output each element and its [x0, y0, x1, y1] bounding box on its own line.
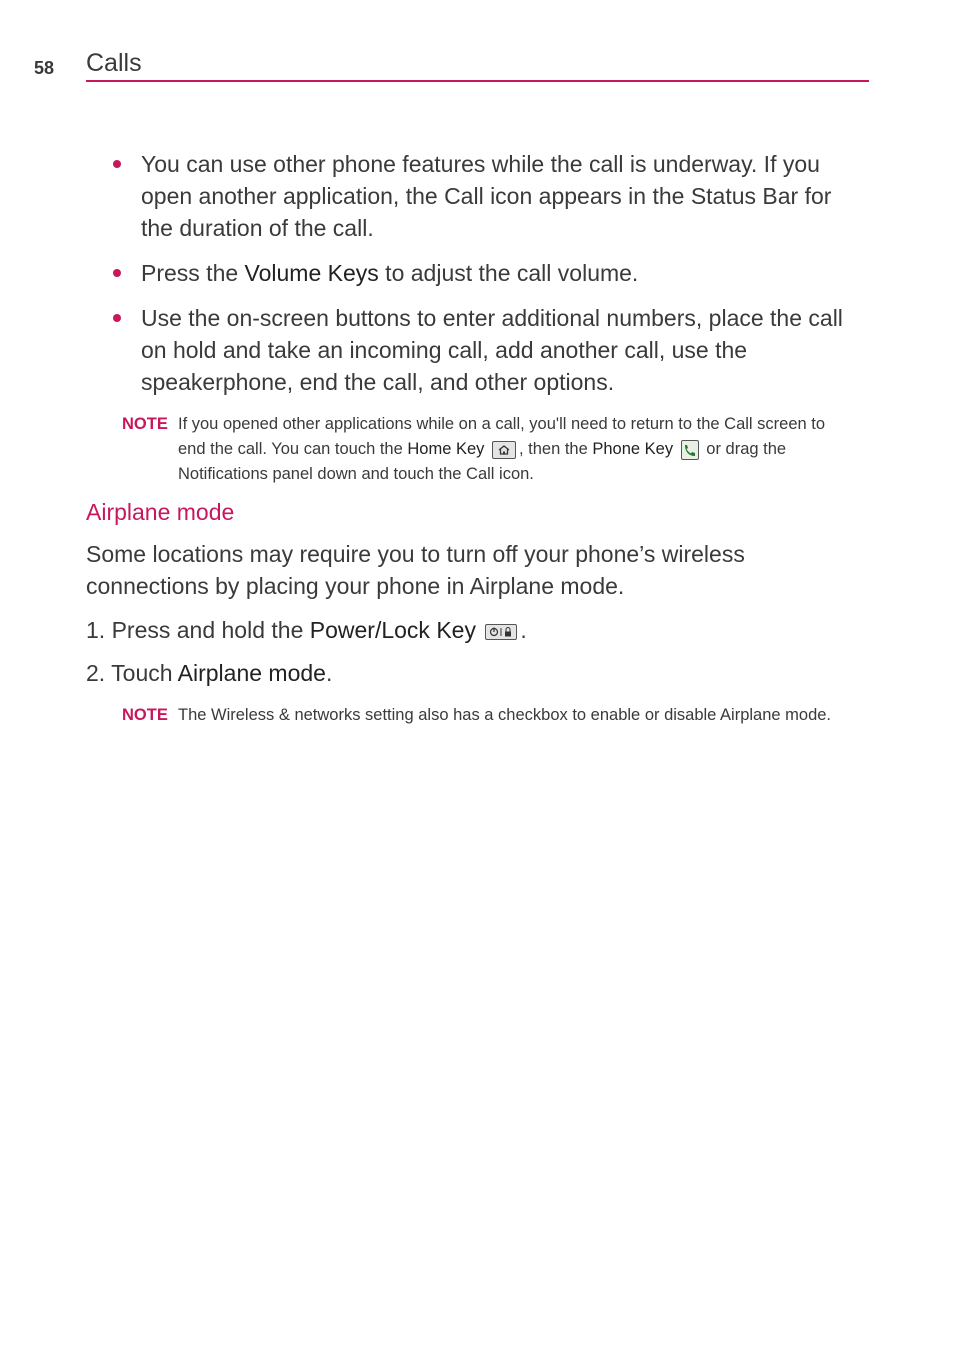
step-text-before: 1. Press and hold the: [86, 617, 310, 643]
volume-keys-label: Volume Keys: [244, 260, 379, 286]
bullet-item: [110, 302, 850, 398]
page-title: Calls: [86, 49, 142, 77]
bullet-dot-icon: [113, 160, 121, 168]
section-heading-airplane-mode: Airplane mode: [86, 499, 235, 525]
bullet-text: You can use other phone features while the call is underway. If you open another application, the Call icon appears in the Status Bar for the duration of the call.: [141, 151, 832, 241]
step-2: [86, 657, 332, 689]
note-call-screen: [122, 412, 852, 487]
header-divider: [86, 80, 869, 82]
note-text: , then the: [518, 440, 593, 458]
home-icon: [492, 441, 516, 459]
page-number: 58: [34, 58, 55, 78]
bullet-list: [110, 148, 850, 411]
home-key-label: Home Key: [407, 440, 485, 458]
bullet-dot-icon: [113, 314, 121, 322]
bullet-item: [110, 148, 850, 244]
note-body: [178, 412, 852, 487]
power-lock-icon: [485, 624, 517, 640]
step-1: [86, 614, 527, 646]
bullet-dot-icon: [113, 269, 121, 277]
step-text-before: 2. Touch: [86, 660, 178, 686]
note-body: The Wireless & networks setting also has a checkbox to enable or disable Airplane mode.: [178, 706, 832, 724]
step-text-after: .: [325, 660, 333, 686]
phone-icon: [681, 440, 699, 460]
note-text: If you opened other applications while on a call, you'll need to return to the Call screen to end the call. You can touch the: [178, 415, 826, 458]
bullet-text-before: Press the: [141, 260, 245, 286]
airplane-paragraph: Some locations may require you to turn off your phone’s wireless connections by placing your phone in Airplane mode.: [86, 541, 745, 599]
note-text: or drag the Notifications panel down and touch the Call icon.: [178, 440, 787, 483]
power-lock-key-label: Power/Lock Key: [309, 617, 476, 643]
step-text-after: .: [520, 617, 527, 643]
bullet-item: [110, 257, 850, 289]
airplane-mode-label: Airplane mode: [177, 660, 326, 686]
bullet-text-after: to adjust the call volume.: [378, 260, 639, 286]
phone-key-label: Phone Key: [592, 440, 674, 458]
note-wireless-settings: [122, 703, 852, 728]
note-label: NOTE: [122, 706, 168, 724]
note-label: NOTE: [122, 415, 168, 433]
bullet-text: Use the on-screen buttons to enter additional numbers, place the call on hold and take an incoming call, add another call, use the speakerphone, end the call, and other options.: [141, 305, 843, 395]
